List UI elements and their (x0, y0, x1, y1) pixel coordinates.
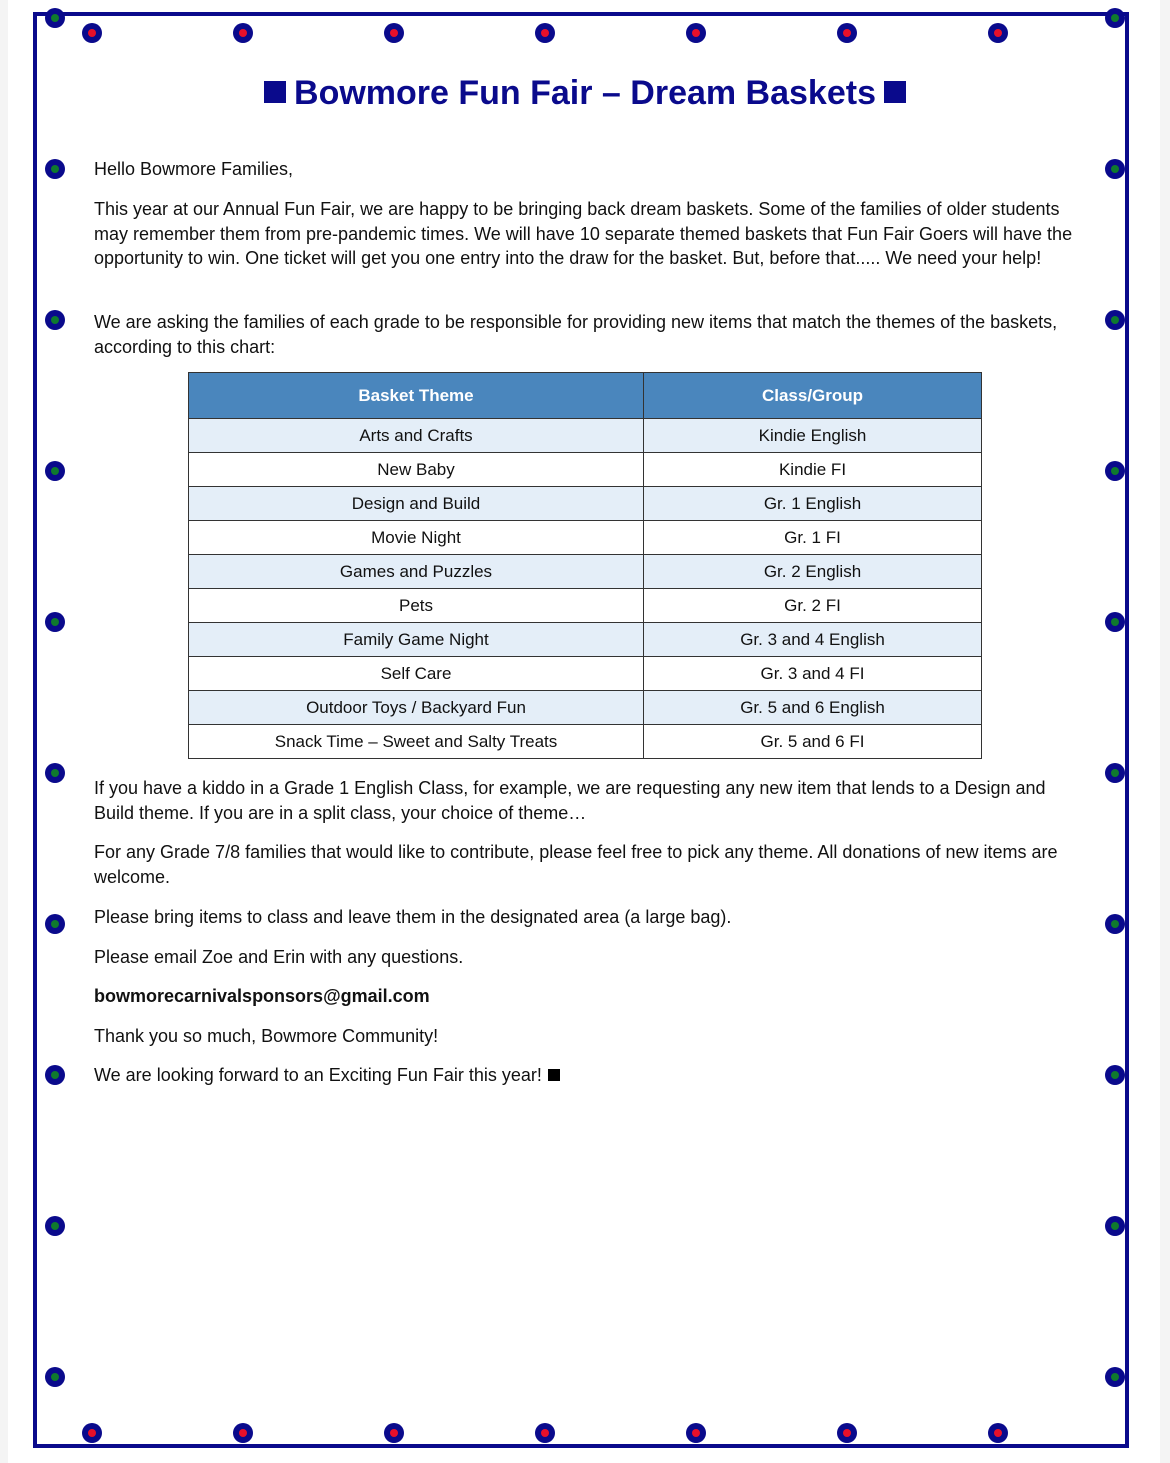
border-dot-icon (837, 23, 857, 43)
theme-cell: Family Game Night (189, 623, 644, 657)
theme-cell: Design and Build (189, 487, 644, 521)
theme-cell: Snack Time – Sweet and Salty Treats (189, 725, 644, 759)
request-text: We are asking the families of each grade to be responsible for providing new items that match the themes of the baskets, according to this chart: (94, 312, 1058, 357)
border-dot-icon (82, 23, 102, 43)
table-row (189, 589, 982, 623)
class-cell: Gr. 3 and 4 FI (644, 657, 982, 691)
border-dot-icon (535, 23, 555, 43)
thanks-text: Thank you so much, Bowmore Community! (94, 1026, 439, 1046)
border-dot-icon (1105, 1367, 1125, 1387)
grade78-text: For any Grade 7/8 families that would like to contribute, please feel free to pick any theme. All donations of new items are welcome. (94, 842, 1058, 887)
border-dot-icon (82, 1423, 102, 1443)
border-dot-icon (45, 1367, 65, 1387)
closing-paragraph (94, 1063, 1079, 1088)
square-bullet-icon (264, 81, 286, 103)
grade78-paragraph (94, 840, 1079, 889)
class-cell: Kindie FI (644, 453, 982, 487)
table-row (189, 555, 982, 589)
table-row (189, 453, 982, 487)
table-row (189, 691, 982, 725)
table-row (189, 521, 982, 555)
table-row (189, 419, 982, 453)
example-text: If you have a kiddo in a Grade 1 English Class, for example, we are requesting any new item that lends to a Design and Build theme. If you are in a split class, your choice of theme… (94, 778, 1046, 823)
theme-cell: Movie Night (189, 521, 644, 555)
border-dot-icon (45, 461, 65, 481)
class-cell: Gr. 1 English (644, 487, 982, 521)
closing-text: We are looking forward to an Exciting Fun Fair this year! (94, 1065, 542, 1085)
email-paragraph (94, 984, 1079, 1009)
class-cell: Gr. 1 FI (644, 521, 982, 555)
border-dot-icon (45, 8, 65, 28)
class-cell: Gr. 2 English (644, 555, 982, 589)
theme-cell: Outdoor Toys / Backyard Fun (189, 691, 644, 725)
border-dot-icon (686, 1423, 706, 1443)
table-row (189, 623, 982, 657)
class-cell: Gr. 5 and 6 FI (644, 725, 982, 759)
greeting-text: Hello Bowmore Families, (94, 159, 294, 179)
thanks-paragraph (94, 1024, 1079, 1049)
border-dot-icon (384, 23, 404, 43)
class-cell: Kindie English (644, 419, 982, 453)
bring-paragraph (94, 905, 1079, 930)
border-dot-icon (535, 1423, 555, 1443)
column-header-class: Class/Group (644, 373, 982, 419)
border-dot-icon (1105, 159, 1125, 179)
border-dot-icon (45, 612, 65, 632)
border-dot-icon (837, 1423, 857, 1443)
theme-cell: Arts and Crafts (189, 419, 644, 453)
title-text: Bowmore Fun Fair – Dream Baskets (294, 74, 876, 112)
greeting (94, 157, 1079, 182)
border-dot-icon (1105, 763, 1125, 783)
border-dot-icon (45, 159, 65, 179)
request-paragraph (94, 310, 1079, 359)
example-paragraph (94, 776, 1079, 825)
table-row (189, 725, 982, 759)
class-cell: Gr. 3 and 4 English (644, 623, 982, 657)
theme-cell: Pets (189, 589, 644, 623)
table-row (189, 487, 982, 521)
intro-paragraph (94, 197, 1079, 271)
border-dot-icon (1105, 1065, 1125, 1085)
border-dot-icon (988, 1423, 1008, 1443)
border-dot-icon (686, 23, 706, 43)
email-note-paragraph (94, 945, 1079, 970)
border-dot-icon (1105, 8, 1125, 28)
border-dot-icon (45, 310, 65, 330)
bring-text: Please bring items to class and leave them in the designated area (a large bag). (94, 907, 732, 927)
theme-cell: Self Care (189, 657, 644, 691)
class-cell: Gr. 2 FI (644, 589, 982, 623)
border-dot-icon (45, 763, 65, 783)
border-dot-icon (1105, 612, 1125, 632)
square-bullet-icon (884, 81, 906, 103)
class-cell: Gr. 5 and 6 English (644, 691, 982, 725)
basket-table (188, 372, 982, 759)
border-dot-icon (1105, 1216, 1125, 1236)
intro-text: This year at our Annual Fun Fair, we are happy to be bringing back dream baskets. Some of the families of older students may remember them from pre-pandemic times. We will have 10 separate themed baskets that Fun Fair Goers will have the opportunity to win. One ticket will get you one entry into the draw for the basket. But, before that..... We need your help! (94, 199, 1073, 268)
border-dot-icon (233, 1423, 253, 1443)
theme-cell: New Baby (189, 453, 644, 487)
border-dot-icon (384, 1423, 404, 1443)
border-dot-icon (233, 23, 253, 43)
table-row (189, 657, 982, 691)
theme-cell: Games and Puzzles (189, 555, 644, 589)
column-header-theme: Basket Theme (189, 373, 644, 419)
email-note-text: Please email Zoe and Erin with any questions. (94, 947, 464, 967)
border-dot-icon (1105, 914, 1125, 934)
border-dot-icon (1105, 461, 1125, 481)
border-dot-icon (1105, 310, 1125, 330)
email-address[interactable]: bowmorecarnivalsponsors@gmail.com (94, 986, 430, 1006)
page-title (0, 74, 1170, 113)
border-dot-icon (45, 1065, 65, 1085)
border-dot-icon (45, 914, 65, 934)
border-dot-icon (988, 23, 1008, 43)
square-bullet-icon (548, 1069, 560, 1081)
table-header-row (189, 373, 982, 419)
border-dot-icon (45, 1216, 65, 1236)
